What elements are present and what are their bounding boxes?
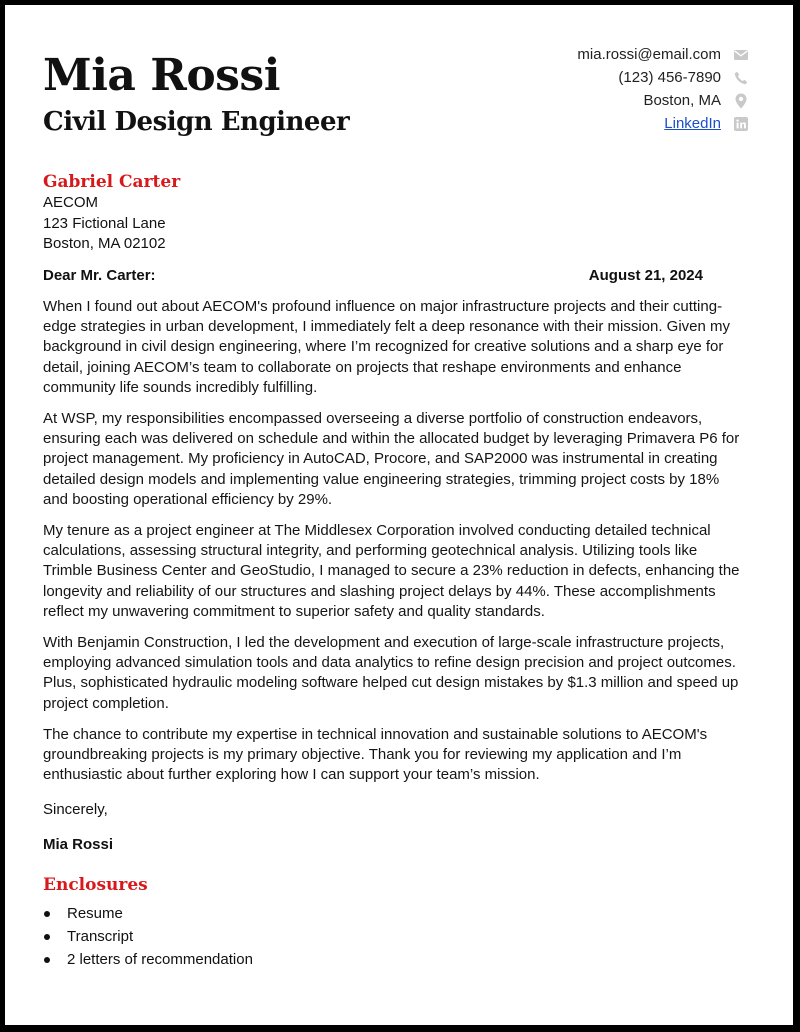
contact-location: Boston, MA	[643, 92, 721, 109]
map-pin-icon	[733, 93, 749, 109]
enclosures-heading: Enclosures	[43, 875, 148, 895]
letter-date: August 21, 2024	[588, 267, 703, 284]
salutation-row	[43, 267, 703, 284]
recipient-city: Boston, MA 02102	[43, 235, 166, 252]
letter-page	[5, 5, 793, 1025]
closing: Sincerely,	[43, 801, 108, 818]
contact-location-row	[449, 89, 749, 112]
linkedin-link[interactable]: LinkedIn	[664, 115, 721, 132]
list-item	[43, 902, 253, 925]
salutation: Dear Mr. Carter:	[43, 267, 156, 284]
signer-name: Mia Rossi	[43, 836, 114, 853]
applicant-title: Civil Design Engineer	[43, 107, 350, 137]
recipient-street: 123 Fictional Lane	[43, 214, 166, 232]
envelope-icon	[733, 47, 749, 63]
recipient-company: AECOM	[43, 194, 99, 211]
body-paragraph: When I found out about AECOM's profound influence on major infrastructure projects and their cutting-edge strategies in urban development, I immediately felt a deep resonance with their mission. Given my background in civil design engineering, where I’m recognized for creative solutions and a sharp eye for detail, joining AECOM’s team to collaborate on projects that reshape environments and enhance community life sounds incredibly fulfilling.	[43, 298, 731, 396]
body-paragraph: With Benjamin Construction, I led the development and execution of large-scale infrastructure projects, employing advanced simulation tools and data analytics to refine design precision and project outcomes. Plus, sophisticated hydraulic modeling software helped cut design mistakes by $1.3 million and speed up project completion.	[43, 634, 739, 712]
letter-body	[43, 297, 743, 796]
applicant-name: Mia Rossi	[43, 50, 280, 101]
enclosure-item: 2 letters of recommendation	[67, 951, 253, 968]
contact-block	[449, 43, 749, 135]
contact-phone-row	[449, 66, 749, 89]
contact-linkedin-row	[449, 112, 749, 135]
enclosure-item: Resume	[67, 905, 123, 922]
list-item	[43, 948, 253, 971]
body-paragraph: My tenure as a project engineer at The Middlesex Corporation involved conducting detailed technical calculations, assessing structural integrity, and performing geotechnical analysis. Utilizing tools like Trimble Business Center and GeoStudio, I managed to secure a 23% reduction in defects, enhancing the longevity and reliability of our structures and slashing project delays by 44%. These accomplishments reflect my unwavering commitment to superior safety and quality standards.	[43, 522, 740, 620]
body-paragraph: At WSP, my responsibilities encompassed overseeing a diverse portfolio of construction endeavors, ensuring each was delivered on schedule and within the allocated budget by leveraging Primavera P6 for project management. My proficiency in AutoCAD, Procore, and SAP2000 was instrumental in creating detailed design models and implementing value engineering strategies, trimming project costs by 18% and boosting operational efficiency by 29%.	[43, 410, 740, 508]
list-item	[43, 925, 253, 948]
contact-phone: (123) 456-7890	[618, 69, 721, 86]
recipient-block	[43, 171, 180, 255]
bullet-icon	[44, 911, 50, 917]
enclosure-item: Transcript	[67, 928, 134, 945]
enclosures-list	[43, 902, 253, 971]
linkedin-icon	[733, 116, 749, 132]
phone-icon	[733, 70, 749, 86]
bullet-icon	[44, 934, 50, 940]
contact-email: mia.rossi@email.com	[577, 46, 721, 63]
contact-email-row	[449, 43, 749, 66]
recipient-name: Gabriel Carter	[43, 172, 181, 192]
bullet-icon	[44, 957, 50, 963]
body-paragraph: The chance to contribute my expertise in technical innovation and sustainable solutions to AECOM's groundbreaking projects is my primary objective. Thank you for reviewing my application and I’m enthusiastic about further exploring how I can support your team’s mission.	[43, 725, 708, 784]
